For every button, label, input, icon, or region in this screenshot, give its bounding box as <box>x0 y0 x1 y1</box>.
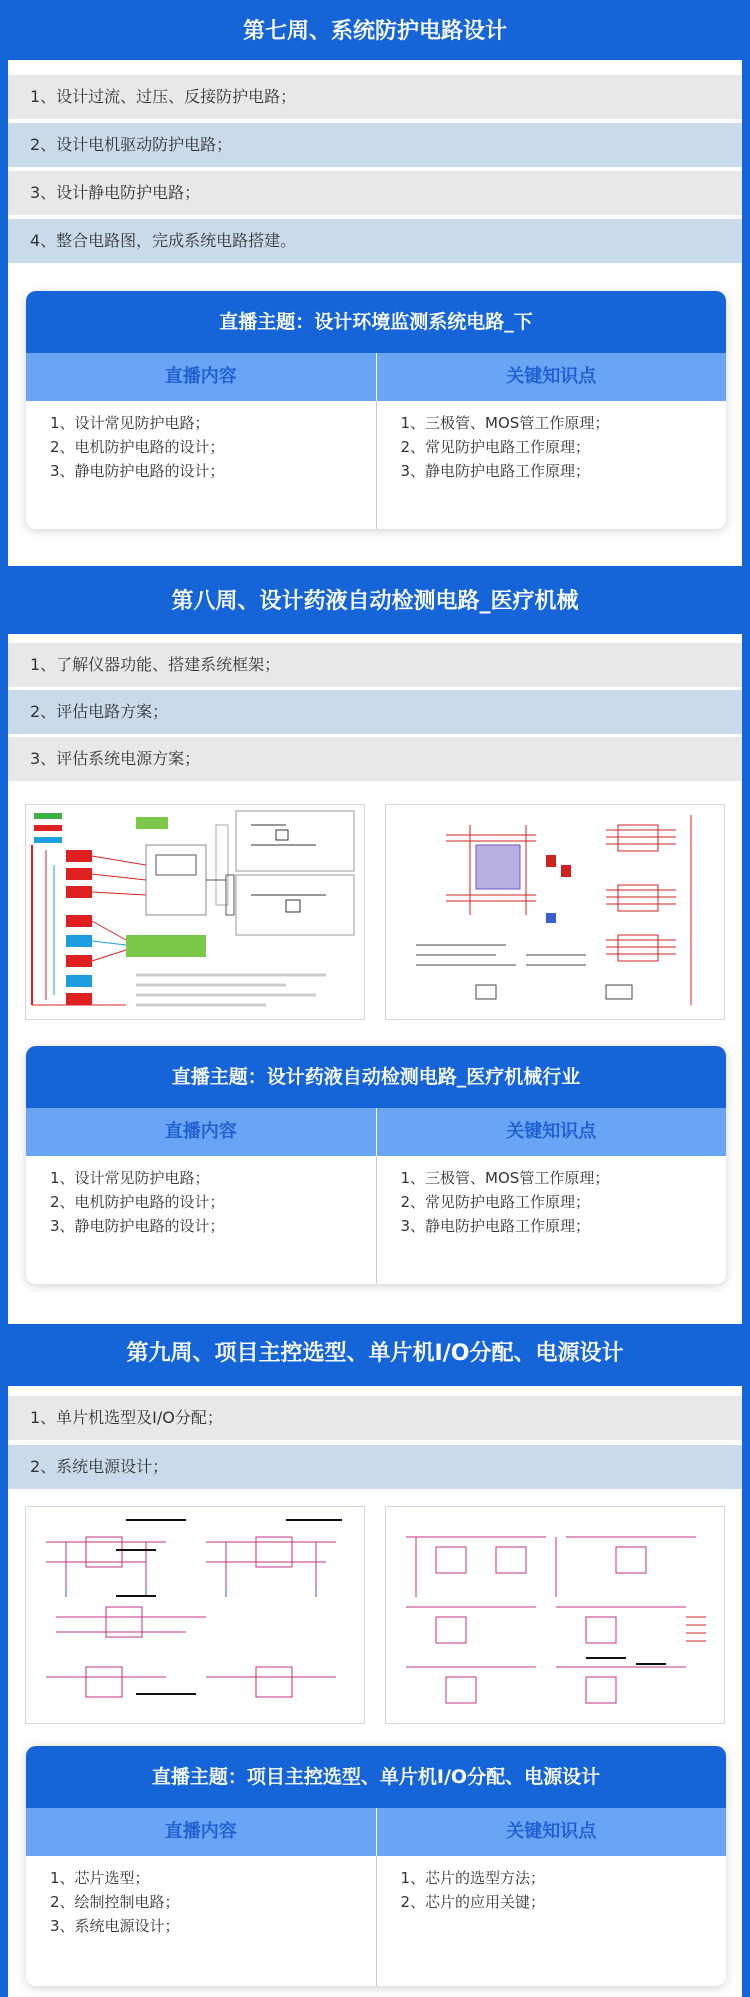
week9-col2-line-2: 2、芯片的应用关键； <box>400 1893 546 1911</box>
week8-item-2: 2、评估电路方案； <box>8 690 742 734</box>
week9-col2 <box>377 1856 727 1986</box>
week7-edge-mark <box>744 470 750 566</box>
system-block-diagram-image <box>25 804 365 1020</box>
week8-item-1: 1、了解仪器功能、搭建系统框架； <box>8 643 742 687</box>
week8-col2-head: 关键知识点 <box>506 1121 597 1142</box>
week8-col1-line-1: 1、设计常见防护电路； <box>50 1169 210 1187</box>
week7-col1-head: 直播内容 <box>26 353 377 401</box>
week8-item-3: 3、评估系统电源方案； <box>8 737 742 781</box>
week7-item-1: 1、设计过流、过压、反接防护电路； <box>8 75 742 119</box>
week9-col2-head: 关键知识点 <box>506 1821 597 1842</box>
week7-card-header <box>26 353 726 401</box>
week9-col1 <box>26 1856 377 1986</box>
week7-col1-line-3: 3、静电防护电路的设计； <box>50 462 225 480</box>
week7-item-2: 2、设计电机驱动防护电路； <box>8 123 742 167</box>
week7-item-4: 4、整合电路图，完成系统电路搭建。 <box>8 219 742 263</box>
week8-title: 第八周、设计药液自动检测电路_医疗机械 <box>171 589 579 614</box>
week8-col1-head: 直播内容 <box>26 1108 377 1156</box>
week7-col2-line-2: 2、常见防护电路工作原理； <box>400 438 591 456</box>
pcb-schematic-image <box>385 804 725 1020</box>
week9-item-2: 2、系统电源设计； <box>8 1445 742 1489</box>
week7-col2-line-1: 1、三极管、MOS管工作原理； <box>400 414 610 432</box>
week8-col1 <box>26 1156 377 1284</box>
week8-card-title: 直播主题：设计药液自动检测电路_医疗机械行业 <box>26 1046 726 1108</box>
week9-card-title: 直播主题：项目主控选型、单片机I/O分配、电源设计 <box>26 1746 726 1808</box>
power-circuit-schematic-image-1 <box>25 1506 365 1724</box>
week8-live-card <box>26 1046 726 1284</box>
week7-card-body <box>26 401 726 529</box>
week7-col1 <box>26 401 377 529</box>
week9-col1-line-1: 1、芯片选型； <box>50 1869 150 1887</box>
week9-col2-line-1: 1、芯片的选型方法； <box>400 1869 546 1887</box>
week7-title: 第七周、系统防护电路设计 <box>242 19 507 44</box>
week8-card-header <box>26 1108 726 1156</box>
week9-item-1: 1、单片机选型及I/O分配； <box>8 1396 742 1440</box>
week7-col1-line-1: 1、设计常见防护电路； <box>50 414 210 432</box>
week8-col1-line-3: 3、静电防护电路的设计； <box>50 1217 225 1235</box>
week7-item-3: 3、设计静电防护电路； <box>8 171 742 215</box>
week9-card-body <box>26 1856 726 1986</box>
week7-card-title: 直播主题：设计环境监测系统电路_下 <box>26 291 726 353</box>
week7-live-card <box>26 291 726 529</box>
week8-col2-line-1: 1、三极管、MOS管工作原理； <box>400 1169 610 1187</box>
week9-title: 第九周、项目主控选型、单片机I/O分配、电源设计 <box>126 1341 624 1366</box>
week9-col1-line-2: 2、绘制控制电路； <box>50 1893 180 1911</box>
week8-col2 <box>377 1156 727 1284</box>
week9-live-card <box>26 1746 726 1986</box>
week7-col2-head: 关键知识点 <box>506 366 597 387</box>
week8-card-body <box>26 1156 726 1284</box>
power-circuit-schematic-image-2 <box>385 1506 725 1724</box>
week8-col2-line-3: 3、静电防护电路工作原理； <box>400 1217 591 1235</box>
week7-col2 <box>377 401 727 529</box>
week8-col1-line-2: 2、电机防护电路的设计； <box>50 1193 225 1211</box>
week9-card-header <box>26 1808 726 1856</box>
week8-col2-line-2: 2、常见防护电路工作原理； <box>400 1193 591 1211</box>
week7-col1-line-2: 2、电机防护电路的设计； <box>50 438 225 456</box>
week9-col1-head: 直播内容 <box>26 1808 377 1856</box>
week7-col2-line-3: 3、静电防护电路工作原理； <box>400 462 591 480</box>
week9-col1-line-3: 3、系统电源设计； <box>50 1917 180 1935</box>
